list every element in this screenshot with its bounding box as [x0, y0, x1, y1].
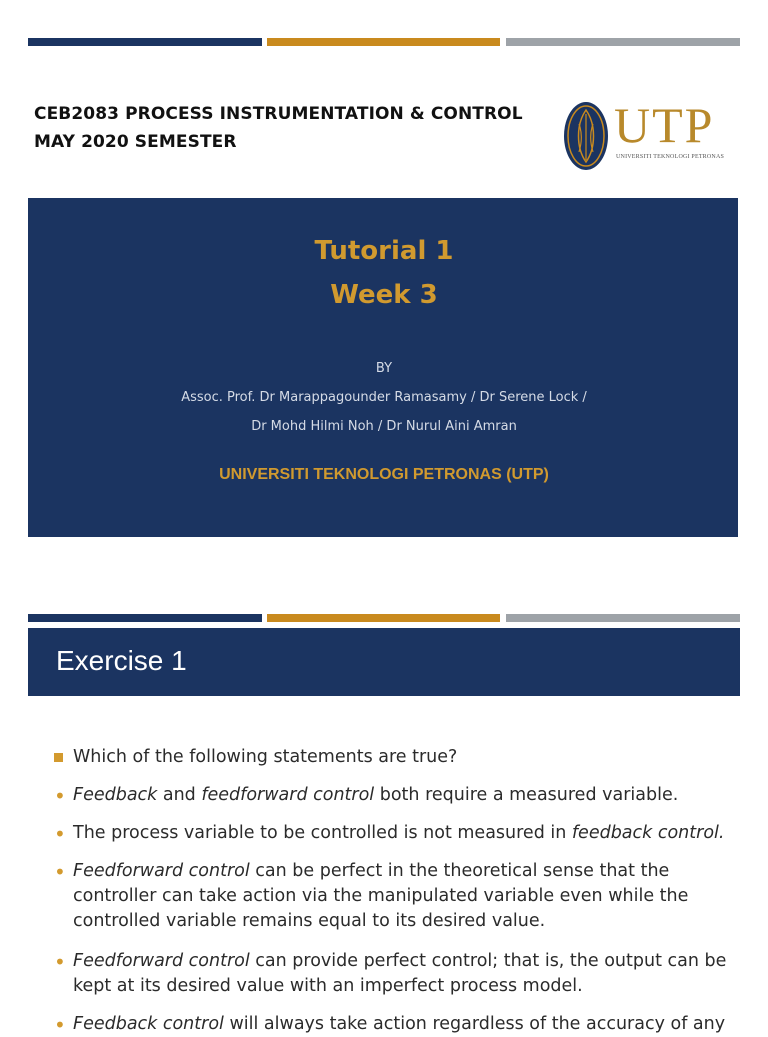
term-feedforward-control: feedforward control	[201, 785, 375, 805]
slide2-stripe-navy	[28, 614, 262, 622]
question-text: Which of the following statements are true?	[73, 747, 458, 767]
bullet-icon: •	[54, 950, 66, 974]
statement-5-text: will always take action regardless of the accuracy of any	[223, 1014, 726, 1034]
header-stripe-gray	[506, 38, 740, 46]
statement-3	[73, 859, 733, 934]
authors-line-2: Dr Mohd Hilmi Noh / Dr Nurul Aini Amran	[251, 419, 517, 434]
statement-4-text: can provide perfect control; that is, the output can be kept at its desired value with an imperfect process model.	[73, 951, 727, 996]
term-feedforward-control: Feedforward control	[73, 861, 250, 881]
statement-1-rest: both require a measured variable.	[374, 785, 679, 805]
slide2-stripe-gold	[267, 614, 500, 622]
utp-logo	[560, 98, 730, 174]
authors-line-1: Assoc. Prof. Dr Marappagounder Ramasamy / Dr Serene Lock /	[181, 390, 587, 405]
term-feedback-control: Feedback control	[73, 1014, 224, 1034]
header-stripe-gold	[267, 38, 500, 46]
logo-wordmark: UTP	[614, 97, 715, 153]
utp-emblem-icon	[562, 100, 610, 172]
header-stripe-navy	[28, 38, 262, 46]
bullet-icon: •	[54, 784, 66, 808]
slide-subtitle: Week 3	[330, 280, 438, 310]
statement-5	[73, 1012, 733, 1037]
statement-2-text: The process variable to be controlled is not measured in	[73, 823, 572, 843]
statement-4	[73, 949, 733, 999]
university-name: UNIVERSITI TEKNOLOGI PETRONAS (UTP)	[219, 466, 549, 483]
square-bullet-icon	[54, 753, 63, 762]
course-heading	[34, 100, 523, 156]
bullet-icon: •	[54, 1013, 66, 1037]
semester-label: MAY 2020 SEMESTER	[34, 132, 237, 152]
term-feedback-control: feedback control.	[571, 823, 725, 843]
statement-1	[73, 783, 733, 808]
statement-3-text: can be perfect in the theoretical sense that the controller can take action via the manipulated variable even while the controlled variable remains equal to its desired value.	[73, 861, 689, 931]
exercise-title: Exercise 1	[56, 645, 187, 676]
term-feedforward-control: Feedforward control	[73, 951, 250, 971]
by-label: BY	[375, 361, 393, 376]
logo-subtitle: UNIVERSITI TEKNOLOGI PETRONAS	[616, 154, 725, 160]
bullet-icon: •	[54, 860, 66, 884]
course-title: CEB2083 PROCESS INSTRUMENTATION & CONTROL	[34, 104, 523, 124]
statement-1-connector: and	[157, 785, 202, 805]
term-feedback: Feedback	[73, 785, 158, 805]
slide-title: Tutorial 1	[314, 236, 454, 266]
bullet-icon: •	[54, 822, 66, 846]
statement-2	[73, 821, 733, 846]
slide2-stripe-gray	[506, 614, 740, 622]
